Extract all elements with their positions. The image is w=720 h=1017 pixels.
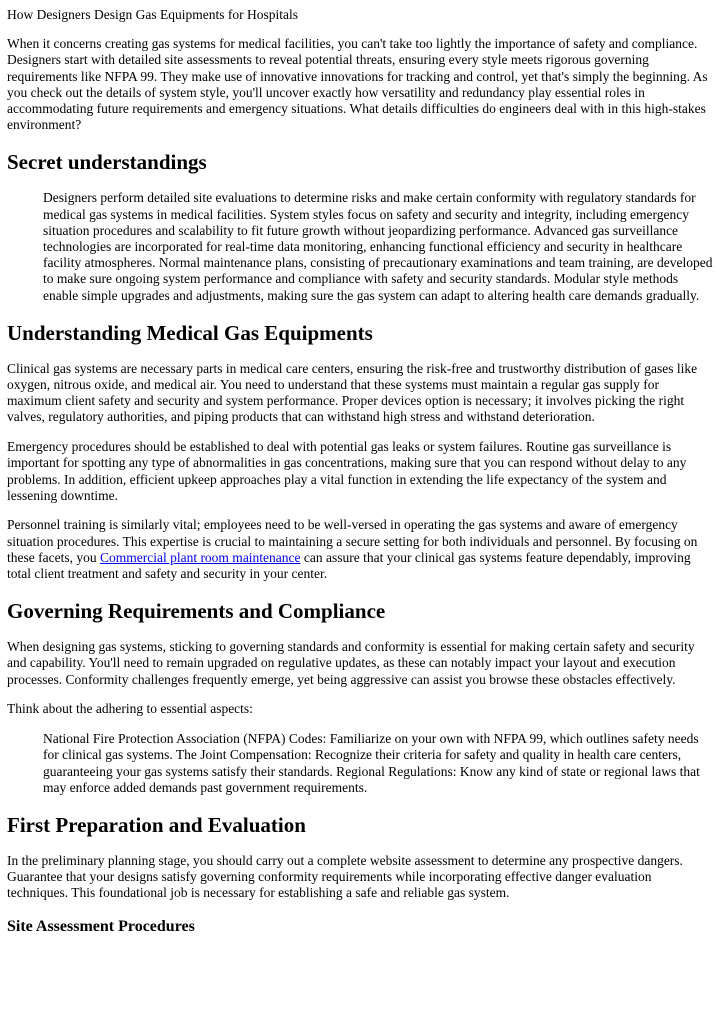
understanding-paragraph-3 xyxy=(7,517,713,582)
understanding-paragraph-2: Emergency procedures should be established to deal with potential gas leaks or system failures. Routine gas surveillance is important for spotting any type of abnormalities in gas concentrations, making sure that you can respond without delay to any problems. In addition, efficient upkeep approaches play a vital function in extending the life expectancy of the system and lessening downtime. xyxy=(7,439,687,503)
key-insights-blockquote: Designers perform detailed site evaluations to determine risks and make certain conformity with regulatory standards for medical gas systems in medical facilities. System styles focus on safety and security and integrity, including emergency situation procedures and scalability to fit future growth without jeopardizing performance. Advanced gas surveillance technologies are incorporated for real-time data monitoring, enhancing functional efficiency and security in healthcare facility atmospheres. Normal maintenance plans, consisting of precautionary examinations and team training, are developed to make sure ongoing system performance and compliance with safety and security standards. Modular style methods enable simple upgrades and adjustments, making sure the gas system can adapt to altering health care demands gradually. xyxy=(43,190,713,303)
governing-paragraph-1: When designing gas systems, sticking to governing standards and conformity is essential for making certain safety and security and capability. You'll need to remain upgraded on regulative updates, as these can notably impact your layout and execution processes. Conformity challenges frequently emerge, yet being aggressive can assist you browse these obstacles effectively. xyxy=(7,639,695,687)
paragraph-text-before-link: Personnel training is similarly vital; employees need to be well-versed in operating the gas systems and aware of emergency situation procedures. This expertise is crucial to maintaining a secure setting for both individuals and personnel. By focusing on these facets, you xyxy=(7,517,698,565)
document-title: How Designers Design Gas Equipments for Hospitals xyxy=(7,7,298,22)
paragraph-text-after-link: can assure that your clinical gas systems feature dependably, improving total client treatment and safety and security in your center. xyxy=(7,549,691,582)
heading-site-assessment: Site Assessment Procedures xyxy=(7,917,195,935)
first-preparation-paragraph: In the preliminary planning stage, you should carry out a complete website assessment to determine any prospective dangers. Guarantee that your designs satisfy governing conformity requirements while incorporating effective danger evaluation techniques. This foundational job is necessary for establishing a safe and reliable gas system. xyxy=(7,852,683,901)
heading-first-preparation: First Preparation and Evaluation xyxy=(7,812,306,837)
commercial-plant-room-maintenance-link[interactable]: Commercial plant room maintenance xyxy=(99,549,301,565)
compliance-aspects-blockquote: National Fire Protection Association (NFPA) Codes: Familiarize on your own with NFPA 99, which outlines safety needs for clinical gas systems. The Joint Compensation: Recognize their criteria for safety and quality in health care centers, guaranteeing your gas systems satisfy their standards. Regional Regulations: Know any kind of state or regional laws that may enforce added demands past government requirements. xyxy=(43,731,700,795)
heading-governing-requirements: Governing Requirements and Compliance xyxy=(7,599,386,624)
governing-paragraph-2: Think about the adhering to essential aspects: xyxy=(7,701,253,717)
intro-paragraph: When it concerns creating gas systems for medical facilities, you can't take too lightly the importance of safety and compliance. Designers start with detailed site assessments to reveal potential threats, ensuring every style meets rigorous governing requirements like NFPA 99. They make use of innovative innovations for tracking and control, yet that's simply the beginning. As you check out the details of system style, you'll uncover exactly how versatility and redundancy play essential roles in accommodating future requirements and emergency situations. What details difficulties do engineers deal with in this high-stakes environment? xyxy=(7,36,708,133)
heading-secret-understandings: Secret understandings xyxy=(7,150,207,175)
understanding-paragraph-1: Clinical gas systems are necessary parts in medical care centers, ensuring the risk-free and trustworthy distribution of gases like oxygen, nitrous oxide, and medical air. You need to understand that these systems must maintain a regular gas supply for maximum client safety and security and system performance. Proper devices option is necessary; it involves picking the right valves, regulatory authorities, and piping products that can withstand high stress and withstand deterioration. xyxy=(7,360,698,425)
heading-understanding-medical-gas: Understanding Medical Gas Equipments xyxy=(7,320,373,345)
